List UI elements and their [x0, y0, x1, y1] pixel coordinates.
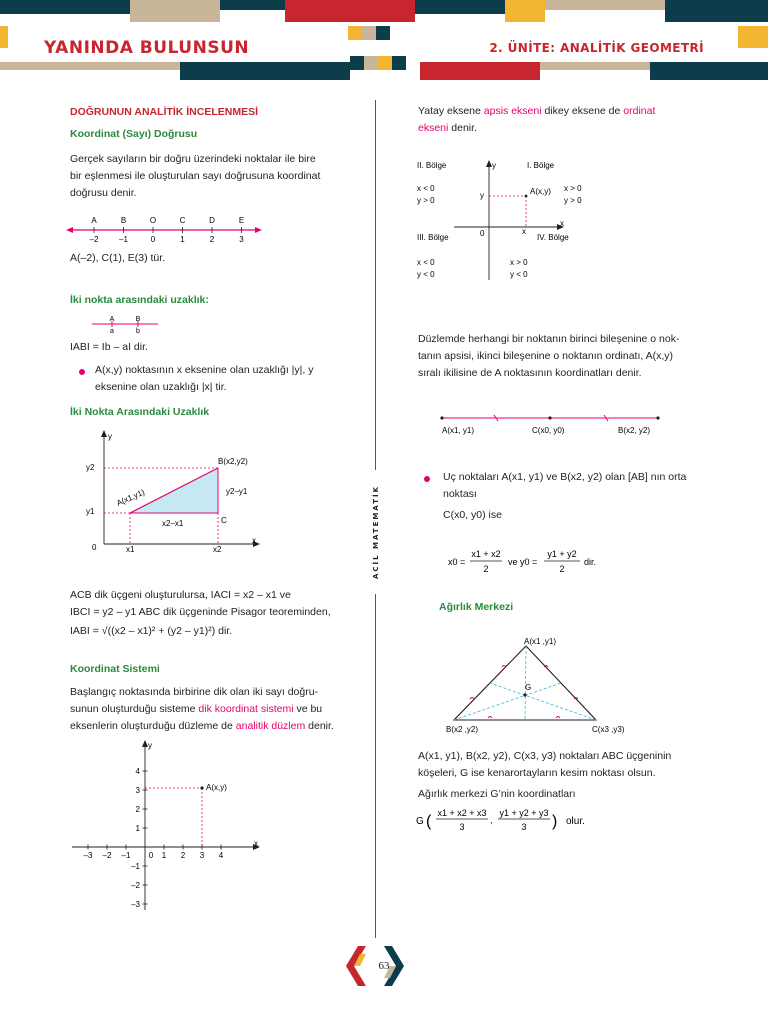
grid-y-label: 1 [135, 824, 140, 833]
svg-text:y: y [480, 191, 484, 200]
svg-text:ve y0 =: ve y0 = [508, 557, 538, 567]
grid-y-label: 3 [135, 786, 140, 795]
number-line-value: 0 [150, 235, 156, 244]
page-number: 63 [378, 960, 390, 972]
number-line-letter: A [91, 216, 97, 225]
svg-text:B(x2, y2): B(x2, y2) [618, 426, 651, 435]
centroid-triangle-figure [444, 632, 634, 740]
bullet-axis-distance: A(x,y) noktasının x eksenine olan uzaklığı |y|, y eksenine olan uzaklığı |x| tir. [95, 364, 314, 393]
svg-text:,: , [490, 815, 493, 825]
svg-text:G: G [416, 816, 424, 827]
svg-text:x1: x1 [126, 545, 135, 554]
svg-text:y: y [148, 741, 152, 750]
svg-text:y2: y2 [86, 463, 95, 472]
midpoint-c: C(x0, y0) ise [443, 509, 502, 521]
section-title: DOĞRUNUN ANALİTİK İNCELENMESİ [70, 106, 259, 118]
svg-text:III. Bölge: III. Bölge [417, 233, 449, 242]
svg-text:x1 + x2 + x3: x1 + x2 + x3 [437, 808, 487, 818]
subtitle-centroid: Ağırlık Merkezi [439, 601, 514, 613]
svg-text:IV. Bölge: IV. Bölge [537, 233, 569, 242]
grid-y-label: –2 [131, 881, 140, 890]
svg-text:x < 0: x < 0 [417, 184, 435, 193]
svg-text:B(x2,y2): B(x2,y2) [218, 457, 248, 466]
pythagoras-paragraph: ACB dik üçgeni oluşturulursa, IACI = x2 – x1 ve IBCI = y2 – y1 ABC dik üçgeninde Pisagor teoreminden, [70, 589, 331, 618]
svg-text:B: B [135, 316, 141, 323]
header-band-top [0, 0, 768, 22]
svg-text:I. Bölge: I. Bölge [527, 161, 555, 170]
svg-text:y1: y1 [86, 507, 95, 516]
svg-text:olur.: olur. [566, 816, 585, 827]
svg-text:C(x3 ,y3): C(x3 ,y3) [592, 725, 625, 734]
grid-x-label: –3 [83, 851, 93, 860]
number-line-value: 1 [180, 235, 185, 244]
svg-text:): ) [552, 813, 558, 830]
number-line-figure [64, 212, 264, 246]
ab-segment-figure [90, 314, 160, 336]
svg-text:A(x1,y1): A(x1,y1) [115, 487, 147, 508]
grid-x-label: –1 [121, 851, 131, 860]
svg-text:y > 0: y > 0 [564, 196, 582, 205]
midpoint-paragraph: Uç noktaları A(x1, y1) ve B(x2, y2) olan [AB] nın orta noktası [443, 471, 687, 500]
subtitle-distance: İki nokta arasındaki uzaklık: [70, 294, 209, 306]
svg-text:C(x0, y0): C(x0, y0) [532, 426, 565, 435]
svg-text:x2: x2 [213, 545, 222, 554]
number-line-example: A(–2), C(1), E(3) tür. [70, 252, 166, 264]
distance-formula-2d: IABI = √((x2 – x1)² + (y2 – y1)²) dir. [70, 625, 233, 637]
distance-formula-1d: IABI = Ib – aI dir. [70, 341, 148, 353]
number-line-letter: O [149, 216, 157, 225]
midpoint-segment-figure [436, 410, 664, 438]
svg-text:A(x,y): A(x,y) [206, 783, 227, 792]
axes-names-paragraph: Yatay eksene apsis ekseni dikey eksene de ordinat ekseni denir. [418, 105, 656, 134]
centroid-paragraph: A(x1, y1), B(x2, y2), C(x3, y3) noktaları ABC üçgeninin köşeleri, G ise kenarortayların kesim noktası olsun. [418, 750, 672, 779]
svg-text:x < 0: x < 0 [417, 258, 435, 267]
coordinate-grid-figure [66, 736, 266, 914]
header-band-bottom [0, 62, 768, 80]
svg-text:y1 + y2: y1 + y2 [547, 549, 577, 559]
svg-text:y2–y1: y2–y1 [226, 487, 248, 496]
svg-text:A(x,y): A(x,y) [530, 187, 551, 196]
grid-y-label: –3 [131, 900, 140, 909]
svg-text:3: 3 [521, 822, 527, 832]
bullet-dot [79, 369, 85, 375]
distance-figure [80, 428, 270, 556]
subtitle-number-line: Koordinat (Sayı) Doğrusu [70, 128, 198, 140]
subtitle-two-point-distance: İki Nokta Arasındaki Uzaklık [70, 406, 210, 418]
svg-text:x2–x1: x2–x1 [162, 519, 184, 528]
svg-text:0: 0 [480, 229, 485, 238]
unit-title: 2. ÜNİTE: ANALİTİK GEOMETRİ [489, 41, 704, 55]
brand-title: YANINDA BULUNSUN [44, 38, 250, 58]
side-label: ACİL MATEMATİK [369, 470, 383, 594]
number-line-letter: E [238, 216, 245, 225]
grid-y-label: 4 [135, 767, 140, 776]
coordinate-system-paragraph: Başlangıç noktasında birbirine dik olan iki sayı doğru- sunun oluşturduğu sisteme dik koordinat sistemi ve bu eksenlerin oluşturduğu düzleme de analitik düzlem denir. [70, 686, 334, 732]
midpoint-formula [446, 546, 616, 578]
svg-text:y: y [492, 161, 496, 170]
svg-text:0: 0 [92, 543, 97, 552]
coordinates-paragraph: Düzlemde herhangi bir noktanın birinci bileşenine o nok- tanın apsisi, ikinci bileşenine o noktanın ordinatı, A(x,y) sıralı ikilisine de A noktasının koordinatları denir. [418, 333, 680, 379]
grid-y-label: 2 [135, 805, 140, 814]
centroid-coordinates-label: Ağırlık merkezi G’nin koordinatları [418, 788, 576, 800]
svg-text:x0 =: x0 = [448, 557, 466, 567]
bullet-dot [424, 476, 430, 482]
number-line-value: –1 [119, 235, 128, 244]
grid-x-label: 3 [199, 851, 205, 860]
svg-text:G: G [525, 683, 532, 692]
svg-text:y1 + y2 + y3: y1 + y2 + y3 [499, 808, 549, 818]
svg-text:A: A [109, 316, 115, 323]
grid-y-label: –1 [131, 862, 140, 871]
svg-text:b: b [136, 328, 140, 335]
number-line-value: –2 [89, 235, 99, 244]
svg-text:dir.: dir. [584, 557, 597, 567]
number-line-letter: C [179, 216, 186, 225]
svg-text:2: 2 [559, 564, 565, 574]
grid-x-label: 2 [180, 851, 186, 860]
svg-text:x1 + x2: x1 + x2 [471, 549, 501, 559]
svg-text:(: ( [426, 813, 432, 830]
paragraph-number-line: Gerçek sayıların bir doğru üzerindeki noktalar ile bire bir eşlenmesi ile oluşturulan sayı doğrusuna koordinat doğrusu denir. [70, 153, 321, 199]
quadrants-figure [414, 154, 614, 286]
svg-text:x > 0: x > 0 [564, 184, 582, 193]
svg-text:A(x1 ,y1): A(x1 ,y1) [524, 637, 557, 646]
svg-text:x: x [522, 227, 526, 236]
svg-text:a: a [110, 328, 114, 335]
centroid-formula [414, 804, 604, 838]
svg-text:B(x2 ,y2): B(x2 ,y2) [446, 725, 479, 734]
svg-text:x: x [560, 219, 564, 228]
svg-text:x > 0: x > 0 [510, 258, 528, 267]
svg-text:y > 0: y > 0 [417, 196, 435, 205]
svg-text:A(x1, y1): A(x1, y1) [442, 426, 475, 435]
svg-text:II. Bölge: II. Bölge [417, 161, 447, 170]
number-line-letter: D [209, 216, 215, 225]
grid-x-label: 0 [148, 851, 154, 860]
svg-text:x: x [254, 839, 258, 848]
grid-x-label: –2 [102, 851, 112, 860]
svg-text:3: 3 [459, 822, 465, 832]
grid-x-label: 4 [218, 851, 224, 860]
svg-text:y < 0: y < 0 [510, 270, 528, 279]
svg-text:C: C [221, 516, 227, 525]
grid-x-label: 1 [161, 851, 167, 860]
number-line-letter: B [120, 216, 127, 225]
svg-text:2: 2 [483, 564, 489, 574]
svg-text:y: y [108, 432, 112, 441]
number-line-value: 2 [209, 235, 215, 244]
number-line-value: 3 [239, 235, 244, 244]
subtitle-coordinate-system: Koordinat Sistemi [70, 663, 160, 675]
svg-text:y < 0: y < 0 [417, 270, 435, 279]
svg-text:x: x [252, 536, 256, 545]
